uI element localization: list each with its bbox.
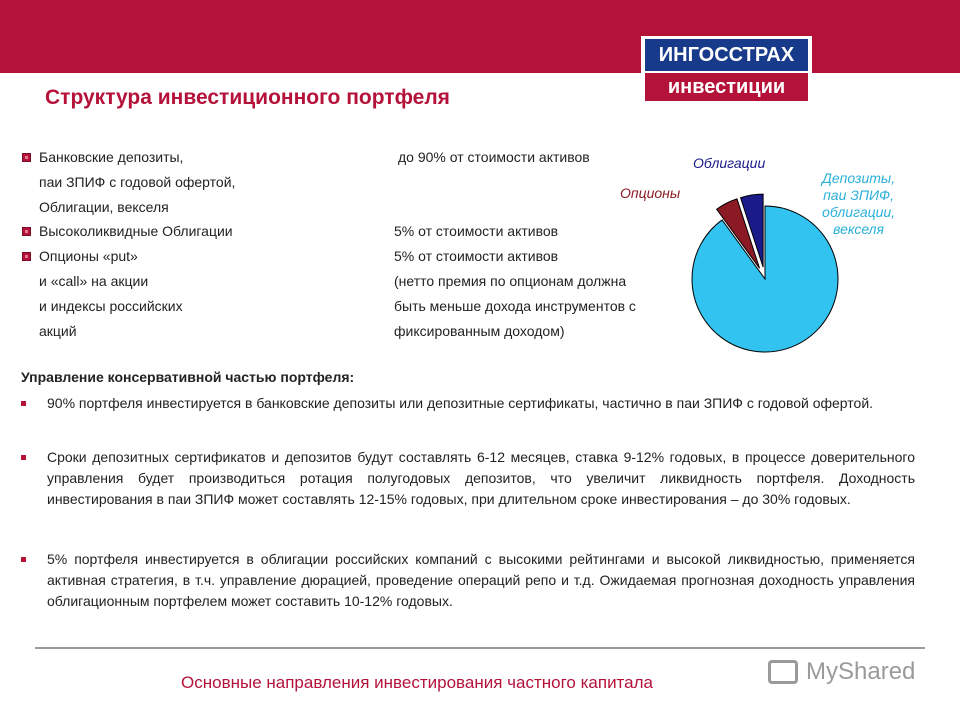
allocation-share: (нетто премия по опционам должна: [394, 273, 627, 289]
pie-label: [620, 185, 680, 202]
management-paragraph: 90% портфеля инвестируется в банковские депозиты или депозитные сертификаты, частично в паи ЗПИФ с годовой офертой.: [47, 395, 874, 411]
pie-label-line: паи ЗПИФ,: [823, 187, 895, 203]
pie-label-line: облигации,: [822, 204, 896, 220]
allocation-asset: акций: [39, 322, 77, 339]
watermark-icon: [768, 660, 798, 684]
bullet-icon: [21, 455, 26, 460]
allocation-share: до 90% от стоимости активов: [398, 149, 590, 165]
footer-title: Основные направления инвестирования частного капитала: [181, 673, 653, 692]
allocation-asset: Облигации, векселя: [39, 198, 169, 215]
company-logo: [641, 36, 812, 104]
allocation-share: быть меньше дохода инструментов с: [394, 297, 636, 314]
allocation-asset: Опционы «put»: [39, 248, 138, 265]
logo-line1: ИНГОССТРАХ: [645, 39, 808, 71]
allocation-asset: и индексы российских: [39, 297, 183, 314]
top-banner: [0, 0, 960, 73]
pie-label-line: векселя: [833, 221, 885, 237]
footer-divider: [35, 647, 925, 649]
allocation-asset: и «call» на акции: [39, 273, 149, 289]
allocation-asset: Банковские депозиты,: [39, 149, 184, 165]
bullet-icon: [22, 252, 31, 261]
pie-label: [693, 155, 765, 172]
bullet-icon: [22, 227, 31, 236]
watermark-text: MyShared: [806, 658, 916, 685]
logo-line2: инвестиции: [645, 73, 808, 101]
pie-label-line: Опционы: [620, 185, 681, 201]
allocation-asset: паи ЗПИФ с годовой офертой,: [39, 173, 236, 190]
pie-label-line: Облигации: [693, 155, 766, 171]
pie-label: [822, 170, 895, 238]
pie-label-line: Депозиты,: [822, 170, 896, 186]
allocation-share: фиксированным доходом): [394, 322, 565, 339]
page-title: Структура инвестиционного портфеля: [45, 86, 450, 109]
bullet-icon: [21, 401, 26, 406]
allocation-share: 5% от стоимости активов: [394, 248, 559, 265]
bullet-icon: [22, 153, 31, 162]
allocation-asset: Высоколиквидные Облигации: [39, 223, 233, 240]
management-paragraph: 5% портфеля инвестируется в облигации российских компаний с высокими рейтингами и высокой ликвидностью, применяется активная стратегия, в т.ч. управление дюрацией, проведение операций репо и т.д. Ожидаемая прогнозная доходность управления облигационным портфелем может составить 10-12% годовых.: [47, 551, 915, 609]
bullet-icon: [21, 557, 26, 562]
management-heading: Управление консервативной частью портфеля:: [21, 369, 355, 385]
allocation-share: 5% от стоимости активов: [394, 223, 559, 240]
pie-slice: [692, 206, 838, 352]
management-paragraph: Сроки депозитных сертификатов и депозитов будут составлять 6-12 месяцев, ставка 9-12% годовых, в процессе доверительного управления будет производиться ротация полугодовых депозитов, что увеличит ликвидность портфеля. Доходность инвестирования в паи ЗПИФ может составлять 12-15% годовых, при длительном сроке инвестирования – до 30% годовых.: [47, 449, 915, 507]
